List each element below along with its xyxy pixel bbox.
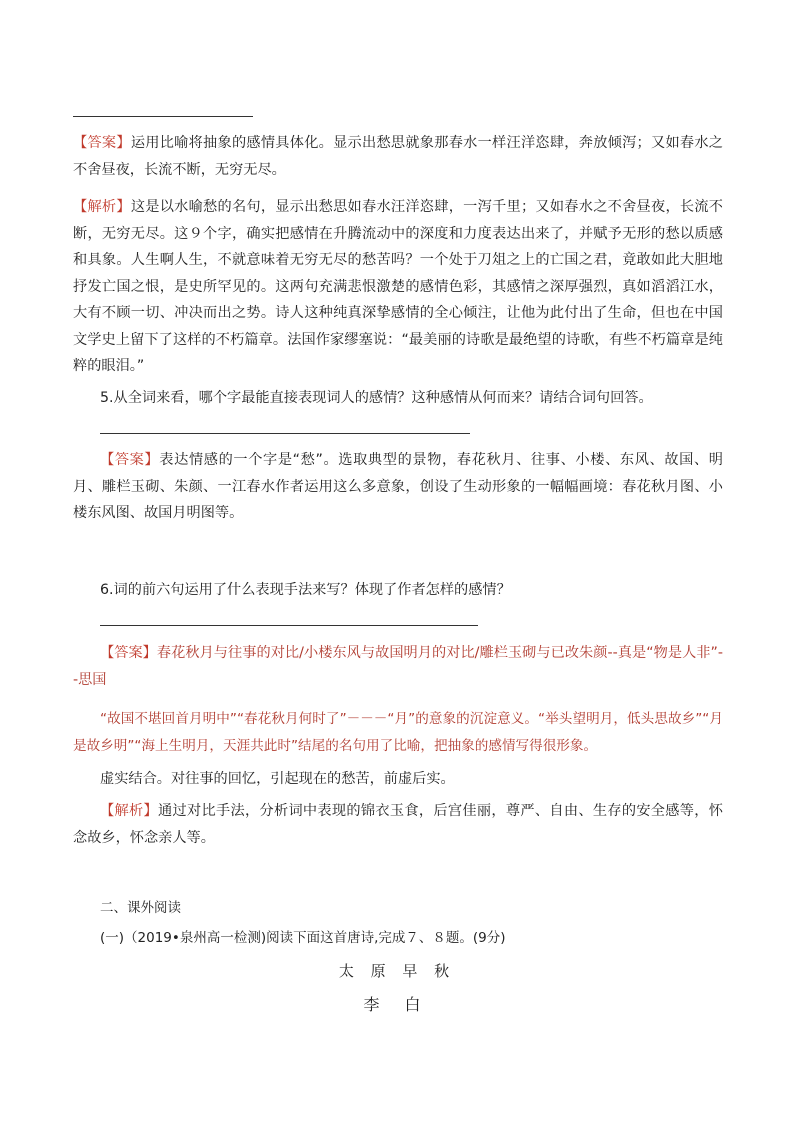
q6-answer-p3: 虚实结合。对往事的回忆，引起现在的愁苦，前虚后实。 xyxy=(100,771,455,787)
answer-text: 运用比喻将抽象的感情具体化。显示出愁思就象那春水一样汪洋恣肆，奔放倾泻；又如春水之不舍昼夜，长流不断，无穷无尽。 xyxy=(73,135,723,178)
question-6: 6.词的前六句运用了什么表现手法来写？体现了作者怎样的感情？ xyxy=(100,582,511,598)
answer-tag: 【答案】 xyxy=(73,135,131,151)
block1-analysis xyxy=(73,194,723,380)
q6-analysis-tag: 【解析】 xyxy=(100,803,158,819)
q6-analysis xyxy=(73,798,723,851)
q5-answer xyxy=(73,447,723,527)
section-subheading: (一)（2019•泉州高一检测)阅读下面这首唐诗,完成７、８题。(9分) xyxy=(100,930,506,946)
q6-answer-p2: “故国不堪回首月明中”“春花秋月何时了”－－－“月”的意象的沉淀意义。“举头望明月，低头思故乡”“月是故乡明”“海上生明月，天涯共此时”结尾的名句用了比喻，把抽象的感情写得很形象。 xyxy=(73,711,723,754)
top-divider xyxy=(73,116,253,117)
analysis-text: 这是以水喻愁的名句，显示出愁思如春水汪洋恣肆，一泻千里；又如春水之不舍昼夜，长流不断，无穷无尽。这９个字，确实把感情在升腾流动中的深度和力度表达出来了，并赋予无形的愁以质感和具象。人生啊人生，不就意味着无穷无尽的愁苦吗？一个处于刀俎之上的亡国之君，竟敢如此大胆地抒发亡国之恨，是史所罕见的。这两句充满悲恨激楚的感情色彩，其感情之深厚强烈，真如滔滔江水，大有不顾一切、冲决而出之势。诗人这种纯真深挚感情的全心倾注，让他为此付出了生命，但也在中国文学史上留下了这样的不朽篇章。法国作家缪塞说：“最美丽的诗歌是最绝望的诗歌，有些不朽篇章是纯粹的眼泪。” xyxy=(73,199,723,374)
q6-answer xyxy=(73,640,723,693)
poem-author: 李 白 xyxy=(363,995,431,1014)
q5-answer-tag: 【答案】 xyxy=(100,452,160,468)
section-heading: 二、课外阅读 xyxy=(100,900,181,916)
q6-answer-text: 春花秋月与往事的对比/小楼东风与故国明月的对比/雕栏玉砌与已改朱颜--真是“物是人非”--思国 xyxy=(73,645,723,688)
block1-answer xyxy=(73,130,723,183)
question-5: 5.从全词来看，哪个字最能直接表现词人的感情？这种感情从何而来？请结合词句回答。 xyxy=(100,390,653,406)
answer-line-6[interactable] xyxy=(100,625,478,626)
answer-line-5[interactable] xyxy=(100,433,470,434)
analysis-tag: 【解析】 xyxy=(73,199,131,215)
poem-title: 太 原 早 秋 xyxy=(338,962,456,980)
q6-analysis-text: 通过对比手法，分析词中表现的锦衣玉食，后宫佳丽，尊严、自由、生存的安全感等，怀念故乡，怀念亲人等。 xyxy=(73,803,723,846)
q5-answer-text: 表达情感的一个字是“愁”。选取典型的景物，春花秋月、往事、小楼、东风、故国、明月、雕栏玉砌、朱颜、一江春水作者运用这么多意象，创设了生动形象的一幅幅画境：春花秋月图、小楼东风图、故国月明图等。 xyxy=(73,452,723,521)
q6-answer-tag: 【答案】 xyxy=(100,645,157,661)
